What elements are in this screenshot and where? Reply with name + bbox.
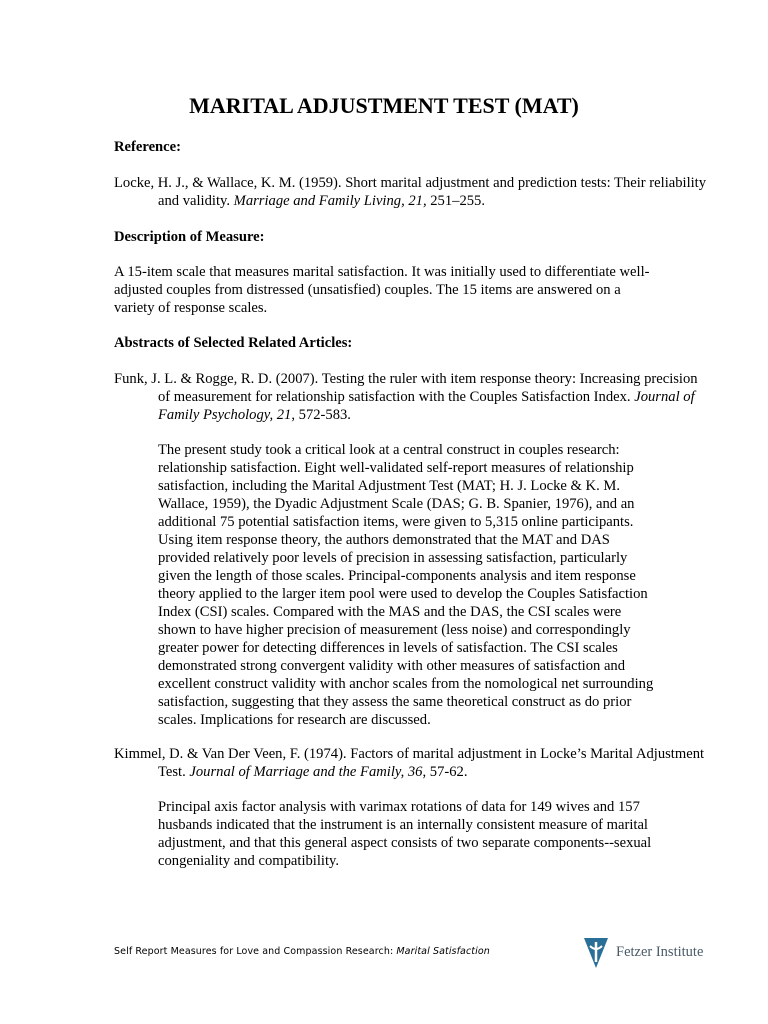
citation-journal: Marriage and Family Living, 21, (233, 193, 427, 209)
citation-journal: Journal of Marriage and the Family, 36 (189, 764, 423, 780)
reference-citation (114, 174, 708, 210)
footer-series: Self Report Measures for Love and Compassion Research: (114, 946, 397, 957)
citation-pages: 251–255. (426, 193, 485, 209)
abstract-citation-kimmel (114, 745, 708, 781)
footer-topic: Marital Satisfaction (396, 946, 490, 957)
abstracts-heading: Abstracts of Selected Related Articles: (114, 335, 353, 351)
reference-heading: Reference: (114, 139, 181, 155)
citation-pages: , 572-583. (291, 407, 351, 423)
citation-text: Locke, H. J., & Wallace, K. M. (1959). Short marital adjustment and prediction tests: Their reliability and validity. (114, 175, 707, 209)
citation-journal: Journal of Family Psychology, 21 (158, 389, 695, 423)
abstract-citation-funk (114, 370, 708, 424)
abstract-text-funk: The present study took a critical look at a central construct in couples research: relationship satisfaction. Eight well-validated self-report measures of relationship satisfaction, including the Marital Adjustment Test (MAT; H. J. Locke & K. M. Wallace, 1959), the Dyadic Adjustment Scale (DAS; G. B. Spanier, 1976), and an additional 75 potential satisfaction items, were given to 5,315 online participants. Using item response theory, the authors demonstrated that the MAT and DAS provided relatively poor levels of precision in assessing satisfaction, particularly given the length of those scales. Principal-components analysis and item response theory applied to the larger item pool were used to develop the Couples Satisfaction Index (CSI) scales. Compared with the MAS and the DAS, the CSI scales were shown to have higher precision of measurement (less noise) and correspondingly greater power for detecting differences in levels of satisfaction. The CSI scales demonstrated strong convergent validity with other measures of satisfaction and excellent construct validity with anchor scales from the nomological net surrounding satisfaction, suggesting that they assess the same theoretical construct as do prior scales. Implications for research are discussed. (158, 442, 654, 728)
fetzer-logo (582, 936, 722, 972)
logo-text: Fetzer Institute (616, 944, 704, 960)
page-title: MARITAL ADJUSTMENT TEST (MAT) (189, 93, 579, 118)
description-text: A 15-item scale that measures marital satisfaction. It was initially used to differentiate well-adjusted couples from distressed (unsatisfied) couples. The 15 items are answered on a variety of response scales. (114, 264, 650, 316)
fetzer-logo-icon (582, 936, 610, 970)
footer-text (114, 945, 490, 959)
description-heading: Description of Measure: (114, 229, 265, 245)
abstract-text-kimmel: Principal axis factor analysis with varimax rotations of data for 149 wives and 157 husbands indicated that the instrument is an internally consistent measure of marital adjustment, and that this general aspect consists of two separate components--sexual congeniality and compatibility. (158, 799, 652, 869)
citation-pages: , 57-62. (422, 764, 468, 780)
citation-text: Funk, J. L. & Rogge, R. D. (2007). Testing the ruler with item response theory: Increasing precision of measurement for relationship satisfaction with the Couples Satisfaction Index. (114, 371, 698, 405)
citation-text: Kimmel, D. & Van Der Veen, F. (1974). Factors of marital adjustment in Locke’s Marital Adjustment Test. (114, 746, 705, 780)
